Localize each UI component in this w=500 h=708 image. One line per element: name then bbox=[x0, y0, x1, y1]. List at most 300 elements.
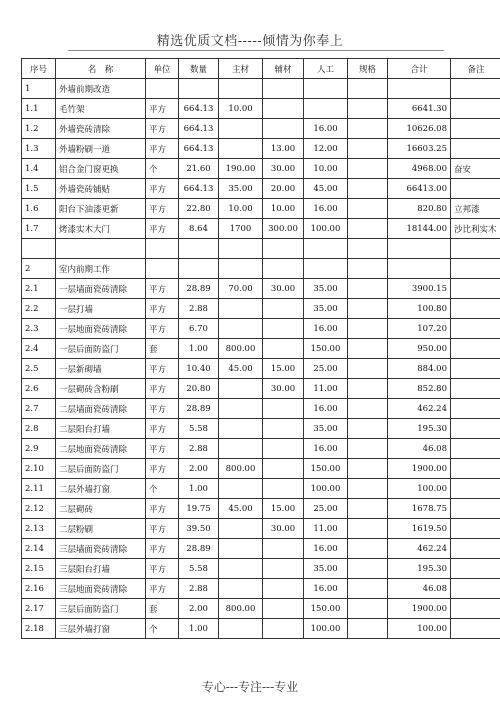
cell-quantity: 1.00 bbox=[179, 479, 219, 499]
cell-seq: 1.2 bbox=[22, 119, 56, 139]
cell-spec bbox=[348, 419, 388, 439]
cell-name: 二层后面防盗门 bbox=[56, 459, 146, 479]
cell-seq: 2.4 bbox=[22, 339, 56, 359]
cell-seq: 1.4 bbox=[22, 159, 56, 179]
cell-total: 46.08 bbox=[388, 579, 451, 599]
cell-quantity: 22.80 bbox=[179, 199, 219, 219]
cell-unit: 个 bbox=[146, 479, 179, 499]
cell-seq: 2.3 bbox=[22, 319, 56, 339]
cell-aux-material bbox=[263, 299, 304, 319]
cell-aux-material: 30.00 bbox=[263, 159, 304, 179]
cell-seq: 2.15 bbox=[22, 559, 56, 579]
cell-total: 1900.00 bbox=[388, 459, 451, 479]
cell-main-material bbox=[219, 259, 263, 279]
table-row bbox=[22, 499, 500, 519]
cell-labor: 35.00 bbox=[304, 419, 348, 439]
cell-quantity: 20.80 bbox=[179, 379, 219, 399]
cell-total: 195.30 bbox=[388, 559, 451, 579]
column-header-spec: 规格 bbox=[348, 59, 388, 79]
table-row bbox=[22, 339, 500, 359]
cell-note bbox=[451, 179, 500, 199]
cell-spec bbox=[348, 599, 388, 619]
table-row bbox=[22, 599, 500, 619]
cell-note bbox=[451, 399, 500, 419]
cell-name: 三层墙面瓷砖清除 bbox=[56, 539, 146, 559]
cell-main-material bbox=[219, 299, 263, 319]
cell-quantity: 19.75 bbox=[179, 499, 219, 519]
cell-name: 二层墙面瓷砖清除 bbox=[56, 399, 146, 419]
cell-labor: 45.00 bbox=[304, 179, 348, 199]
cell-quantity bbox=[179, 79, 219, 99]
cell-quantity: 664.13 bbox=[179, 179, 219, 199]
cell-name: 外墙瓷砖铺贴 bbox=[56, 179, 146, 199]
cell-total: 884.00 bbox=[388, 359, 451, 379]
cell-quantity: 1.00 bbox=[179, 339, 219, 359]
cell-seq: 2.9 bbox=[22, 439, 56, 459]
cell-name: 毛竹架 bbox=[56, 99, 146, 119]
cell-spec bbox=[348, 139, 388, 159]
cell-quantity: 28.89 bbox=[179, 279, 219, 299]
cell-main-material: 10.00 bbox=[219, 99, 263, 119]
column-header-aux-material: 辅材 bbox=[263, 59, 304, 79]
cell-quantity: 5.58 bbox=[179, 559, 219, 579]
cell-note: 沙比利实木 bbox=[451, 219, 500, 239]
cell-spec bbox=[348, 339, 388, 359]
cell-main-material bbox=[219, 139, 263, 159]
cell-aux-material: 15.00 bbox=[263, 499, 304, 519]
cell-note bbox=[451, 139, 500, 159]
cell-aux-material: 20.00 bbox=[263, 179, 304, 199]
cell-note bbox=[451, 359, 500, 379]
cell-name: 外墙前期改造 bbox=[56, 79, 146, 99]
cell-total: 1900.00 bbox=[388, 599, 451, 619]
cell-main-material bbox=[219, 239, 263, 259]
cell-main-material bbox=[219, 379, 263, 399]
table-row bbox=[22, 579, 500, 599]
cell-labor: 150.00 bbox=[304, 339, 348, 359]
cell-total: 462.24 bbox=[388, 539, 451, 559]
cell-labor: 25.00 bbox=[304, 499, 348, 519]
cell-aux-material bbox=[263, 419, 304, 439]
cell-spec bbox=[348, 179, 388, 199]
cell-spec bbox=[348, 359, 388, 379]
cell-unit bbox=[146, 79, 179, 99]
page-header: 精选优质文档-----倾情为你奉上 bbox=[156, 34, 344, 49]
cell-total: 18144.00 bbox=[388, 219, 451, 239]
cell-name: 室内前期工作 bbox=[56, 259, 146, 279]
cell-total: 462.24 bbox=[388, 399, 451, 419]
cell-total: 950.00 bbox=[388, 339, 451, 359]
table-row bbox=[22, 179, 500, 199]
cell-unit: 平方 bbox=[146, 519, 179, 539]
cell-seq: 1.1 bbox=[22, 99, 56, 119]
cell-main-material bbox=[219, 619, 263, 639]
cell-total bbox=[388, 259, 451, 279]
cell-unit: 平方 bbox=[146, 419, 179, 439]
table-row bbox=[22, 379, 500, 399]
cell-spec bbox=[348, 539, 388, 559]
cell-note bbox=[451, 619, 500, 639]
column-header-note: 备注 bbox=[451, 59, 500, 79]
cell-total: 6641.30 bbox=[388, 99, 451, 119]
cell-spec bbox=[348, 499, 388, 519]
cell-note bbox=[451, 379, 500, 399]
cell-note bbox=[451, 319, 500, 339]
cell-aux-material: 30.00 bbox=[263, 279, 304, 299]
cell-main-material bbox=[219, 319, 263, 339]
cell-quantity: 28.89 bbox=[179, 539, 219, 559]
cell-unit: 个 bbox=[146, 159, 179, 179]
cell-seq: 2.5 bbox=[22, 359, 56, 379]
cell-name: 外墙瓷砖清除 bbox=[56, 119, 146, 139]
cell-labor: 16.00 bbox=[304, 119, 348, 139]
table-row bbox=[22, 199, 500, 219]
cell-aux-material bbox=[263, 439, 304, 459]
cell-name: 二层地面瓷砖清除 bbox=[56, 439, 146, 459]
cell-labor: 35.00 bbox=[304, 299, 348, 319]
table-row bbox=[22, 539, 500, 559]
cell-aux-material: 10.00 bbox=[263, 199, 304, 219]
cell-main-material bbox=[219, 539, 263, 559]
cell-seq: 2.17 bbox=[22, 599, 56, 619]
cell-quantity: 664.13 bbox=[179, 119, 219, 139]
cell-labor: 100.00 bbox=[304, 619, 348, 639]
cell-quantity: 2.00 bbox=[179, 599, 219, 619]
cell-total: 107.20 bbox=[388, 319, 451, 339]
cell-labor: 16.00 bbox=[304, 399, 348, 419]
cell-quantity: 28.89 bbox=[179, 399, 219, 419]
cell-note: 奋安 bbox=[451, 159, 500, 179]
table-row bbox=[22, 419, 500, 439]
cell-note bbox=[451, 459, 500, 479]
cell-main-material: 800.00 bbox=[219, 459, 263, 479]
cell-note bbox=[451, 559, 500, 579]
cell-spec bbox=[348, 399, 388, 419]
cell-total: 100.00 bbox=[388, 619, 451, 639]
cell-name: 一层地面瓷砖清除 bbox=[56, 319, 146, 339]
cell-aux-material bbox=[263, 339, 304, 359]
table-row bbox=[22, 259, 500, 279]
table-row bbox=[22, 559, 500, 579]
cell-spec bbox=[348, 519, 388, 539]
cell-quantity: 6.70 bbox=[179, 319, 219, 339]
cell-quantity: 1.00 bbox=[179, 619, 219, 639]
cell-quantity: 39.50 bbox=[179, 519, 219, 539]
cell-name: 铝合金门窗更换 bbox=[56, 159, 146, 179]
cell-unit: 平方 bbox=[146, 319, 179, 339]
cell-note bbox=[451, 579, 500, 599]
cell-name: 二层外墙打窗 bbox=[56, 479, 146, 499]
cell-unit: 平方 bbox=[146, 559, 179, 579]
cell-aux-material bbox=[263, 619, 304, 639]
cell-quantity: 21.60 bbox=[179, 159, 219, 179]
cell-unit: 平方 bbox=[146, 439, 179, 459]
cell-main-material: 190.00 bbox=[219, 159, 263, 179]
cell-note bbox=[451, 539, 500, 559]
cell-main-material bbox=[219, 399, 263, 419]
cell-unit: 平方 bbox=[146, 279, 179, 299]
cell-total: 1619.50 bbox=[388, 519, 451, 539]
cell-seq: 2.12 bbox=[22, 499, 56, 519]
cell-total: 100.80 bbox=[388, 299, 451, 319]
cell-seq: 2.7 bbox=[22, 399, 56, 419]
cell-aux-material bbox=[263, 239, 304, 259]
cell-seq: 2.11 bbox=[22, 479, 56, 499]
cell-seq: 2.13 bbox=[22, 519, 56, 539]
cell-unit: 平方 bbox=[146, 459, 179, 479]
cell-seq: 1.6 bbox=[22, 199, 56, 219]
cell-spec bbox=[348, 619, 388, 639]
cell-labor: 150.00 bbox=[304, 599, 348, 619]
cell-main-material bbox=[219, 439, 263, 459]
cell-main-material: 1700 bbox=[219, 219, 263, 239]
cell-spec bbox=[348, 279, 388, 299]
cell-total: 66413.00 bbox=[388, 179, 451, 199]
cell-spec bbox=[348, 79, 388, 99]
cell-quantity bbox=[179, 259, 219, 279]
cell-unit: 平方 bbox=[146, 139, 179, 159]
cell-note bbox=[451, 519, 500, 539]
cell-main-material bbox=[219, 79, 263, 99]
cell-labor: 150.00 bbox=[304, 459, 348, 479]
column-header-name: 名 称 bbox=[56, 59, 146, 79]
cell-total bbox=[388, 79, 451, 99]
cell-name: 烤漆实木大门 bbox=[56, 219, 146, 239]
table-row bbox=[22, 79, 500, 99]
cell-unit: 平方 bbox=[146, 199, 179, 219]
cell-labor: 16.00 bbox=[304, 319, 348, 339]
cell-name: 一层打墙 bbox=[56, 299, 146, 319]
table-row bbox=[22, 359, 500, 379]
cell-seq: 1.7 bbox=[22, 219, 56, 239]
cell-note bbox=[451, 79, 500, 99]
cell-main-material bbox=[219, 419, 263, 439]
cell-name: 外墙粉刷一道 bbox=[56, 139, 146, 159]
cell-aux-material bbox=[263, 559, 304, 579]
cell-seq: 2 bbox=[22, 259, 56, 279]
cell-quantity bbox=[179, 239, 219, 259]
cell-spec bbox=[348, 99, 388, 119]
column-header-labor: 人工 bbox=[304, 59, 348, 79]
cell-name: 一层新砌墙 bbox=[56, 359, 146, 379]
cell-quantity: 2.88 bbox=[179, 299, 219, 319]
cell-total: 3900.15 bbox=[388, 279, 451, 299]
cell-quantity: 664.13 bbox=[179, 99, 219, 119]
column-header-quantity: 数量 bbox=[179, 59, 219, 79]
table-row bbox=[22, 519, 500, 539]
cell-unit: 平方 bbox=[146, 99, 179, 119]
cell-total: 1678.75 bbox=[388, 499, 451, 519]
cell-seq bbox=[22, 239, 56, 259]
cell-name: 二层阳台打墙 bbox=[56, 419, 146, 439]
table-row bbox=[22, 299, 500, 319]
cell-unit: 平方 bbox=[146, 119, 179, 139]
cell-main-material: 800.00 bbox=[219, 339, 263, 359]
cell-name: 一层后面防盗门 bbox=[56, 339, 146, 359]
cell-name: 二层砌砖 bbox=[56, 499, 146, 519]
cell-total: 4968.00 bbox=[388, 159, 451, 179]
cell-main-material bbox=[219, 579, 263, 599]
cost-table bbox=[21, 58, 500, 639]
cell-aux-material: 15.00 bbox=[263, 359, 304, 379]
cell-unit: 平方 bbox=[146, 539, 179, 559]
cell-spec bbox=[348, 439, 388, 459]
cell-note bbox=[451, 99, 500, 119]
cell-spec bbox=[348, 559, 388, 579]
cell-aux-material bbox=[263, 539, 304, 559]
table-row bbox=[22, 399, 500, 419]
column-header-seq: 序号 bbox=[22, 59, 56, 79]
cell-aux-material bbox=[263, 99, 304, 119]
cell-labor: 16.00 bbox=[304, 199, 348, 219]
cell-name: 三层外墙打窗 bbox=[56, 619, 146, 639]
cell-seq: 1.3 bbox=[22, 139, 56, 159]
cell-total: 852.80 bbox=[388, 379, 451, 399]
cell-quantity: 2.00 bbox=[179, 459, 219, 479]
table-row bbox=[22, 619, 500, 639]
cell-labor: 100.00 bbox=[304, 479, 348, 499]
cell-unit: 套 bbox=[146, 339, 179, 359]
cell-quantity: 2.88 bbox=[179, 439, 219, 459]
cell-total: 195.30 bbox=[388, 419, 451, 439]
cell-main-material: 35.00 bbox=[219, 179, 263, 199]
cell-quantity: 8.64 bbox=[179, 219, 219, 239]
column-header-unit: 单位 bbox=[146, 59, 179, 79]
cell-spec bbox=[348, 319, 388, 339]
table-row bbox=[22, 139, 500, 159]
cell-note bbox=[451, 599, 500, 619]
cell-labor bbox=[304, 99, 348, 119]
cell-seq: 2.8 bbox=[22, 419, 56, 439]
cell-unit: 平方 bbox=[146, 399, 179, 419]
column-header-total: 合计 bbox=[388, 59, 451, 79]
cell-main-material: 10.00 bbox=[219, 199, 263, 219]
table-header-row bbox=[22, 59, 500, 79]
cell-total bbox=[388, 239, 451, 259]
cell-spec bbox=[348, 159, 388, 179]
cell-labor: 16.00 bbox=[304, 439, 348, 459]
cell-name: 阳台下油漆更新 bbox=[56, 199, 146, 219]
cell-labor: 35.00 bbox=[304, 559, 348, 579]
table-row bbox=[22, 319, 500, 339]
column-header-main-material: 主材 bbox=[219, 59, 263, 79]
cell-aux-material: 13.00 bbox=[263, 139, 304, 159]
cell-main-material: 45.00 bbox=[219, 499, 263, 519]
cell-unit: 平方 bbox=[146, 359, 179, 379]
cell-spec bbox=[348, 199, 388, 219]
cell-labor: 11.00 bbox=[304, 519, 348, 539]
cell-aux-material bbox=[263, 79, 304, 99]
cell-name: 三层阳台打墙 bbox=[56, 559, 146, 579]
cell-seq: 1 bbox=[22, 79, 56, 99]
cell-spec bbox=[348, 219, 388, 239]
cell-spec bbox=[348, 299, 388, 319]
header-divider bbox=[68, 50, 444, 51]
cell-labor: 12.00 bbox=[304, 139, 348, 159]
cell-note bbox=[451, 259, 500, 279]
cell-labor bbox=[304, 239, 348, 259]
table-row bbox=[22, 159, 500, 179]
cell-spec bbox=[348, 119, 388, 139]
cell-labor bbox=[304, 259, 348, 279]
cell-unit: 平方 bbox=[146, 499, 179, 519]
cell-name: 三层地面瓷砖清除 bbox=[56, 579, 146, 599]
cell-total: 820.80 bbox=[388, 199, 451, 219]
cell-spec bbox=[348, 579, 388, 599]
table-row bbox=[22, 279, 500, 299]
cell-aux-material bbox=[263, 119, 304, 139]
cell-aux-material: 30.00 bbox=[263, 519, 304, 539]
cell-unit: 平方 bbox=[146, 179, 179, 199]
cell-main-material bbox=[219, 479, 263, 499]
cell-spec bbox=[348, 259, 388, 279]
cell-main-material bbox=[219, 119, 263, 139]
cell-unit: 平方 bbox=[146, 219, 179, 239]
cell-aux-material bbox=[263, 459, 304, 479]
cell-note bbox=[451, 439, 500, 459]
cell-quantity: 664.13 bbox=[179, 139, 219, 159]
cell-main-material: 800.00 bbox=[219, 599, 263, 619]
cell-name: 二层粉刷 bbox=[56, 519, 146, 539]
cell-aux-material bbox=[263, 399, 304, 419]
cell-unit bbox=[146, 239, 179, 259]
cell-quantity: 5.58 bbox=[179, 419, 219, 439]
cell-seq: 2.14 bbox=[22, 539, 56, 559]
cell-name: 一层砌砖含粉刷 bbox=[56, 379, 146, 399]
cell-note bbox=[451, 339, 500, 359]
cell-spec bbox=[348, 459, 388, 479]
cell-total: 46.08 bbox=[388, 439, 451, 459]
cell-seq: 2.10 bbox=[22, 459, 56, 479]
cell-aux-material: 30.00 bbox=[263, 379, 304, 399]
cell-unit: 平方 bbox=[146, 299, 179, 319]
cell-note bbox=[451, 419, 500, 439]
table-row bbox=[22, 119, 500, 139]
cell-main-material bbox=[219, 519, 263, 539]
cell-labor: 16.00 bbox=[304, 539, 348, 559]
cell-unit: 平方 bbox=[146, 579, 179, 599]
cell-seq: 1.5 bbox=[22, 179, 56, 199]
cell-name: 一层墙面瓷砖清除 bbox=[56, 279, 146, 299]
cell-unit: 个 bbox=[146, 619, 179, 639]
cell-seq: 2.1 bbox=[22, 279, 56, 299]
cell-name: 三层后面防盗门 bbox=[56, 599, 146, 619]
cell-total: 10626.08 bbox=[388, 119, 451, 139]
cell-spec bbox=[348, 239, 388, 259]
cell-aux-material bbox=[263, 319, 304, 339]
cell-note bbox=[451, 499, 500, 519]
cell-unit bbox=[146, 259, 179, 279]
cell-note bbox=[451, 479, 500, 499]
cell-unit: 平方 bbox=[146, 379, 179, 399]
cell-labor: 100.00 bbox=[304, 219, 348, 239]
page-footer: 专心---专注---专业 bbox=[201, 680, 299, 694]
cell-labor: 35.00 bbox=[304, 279, 348, 299]
cell-main-material: 45.00 bbox=[219, 359, 263, 379]
table-row bbox=[22, 439, 500, 459]
cell-note bbox=[451, 279, 500, 299]
cell-labor: 25.00 bbox=[304, 359, 348, 379]
cell-quantity: 2.88 bbox=[179, 579, 219, 599]
cell-aux-material bbox=[263, 479, 304, 499]
table-body bbox=[22, 79, 500, 639]
cell-spec bbox=[348, 479, 388, 499]
cell-aux-material bbox=[263, 259, 304, 279]
cell-main-material: 70.00 bbox=[219, 279, 263, 299]
cell-total: 100.00 bbox=[388, 479, 451, 499]
cell-main-material bbox=[219, 559, 263, 579]
cell-aux-material bbox=[263, 599, 304, 619]
